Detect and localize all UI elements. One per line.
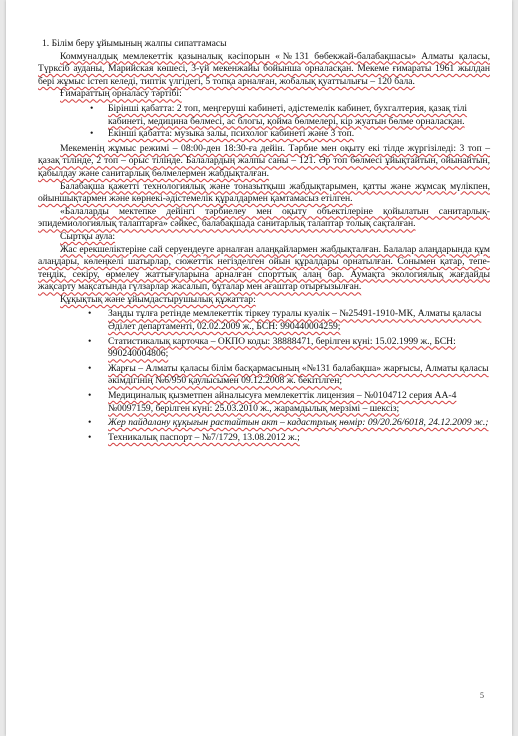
intro-text: Коммуналдық мемлекеттік қазыналық кәсіпорын «№131 бөбекжай-балабақшасы» Алматы қаласы, Түрксіб ауданы, Марийская көшесі, 3-үй мекенжайы бойынша орналасқан. Мекеме ғимараты 1961 жылдан бері жұмыс істеп келеді, типтік үлгідегі, 5 топқа арналған, жобалық қуаттылығы – 120 бала. [38, 50, 490, 87]
outdoor-text: Жас ерекшеліктеріне сай серуендеуге арналған алаңқайлармен жабдықталған. Балалар алаңдарында құм алаңдары, көлеңкелі шатырлар, сюжеттік негізделген ойын құралдары орнатылған. Сонымен қатар, тепе-теңдік, секіру, өрмелеу жаттығуларына арналған спорттық алаң бар. Аумақта экологиялық жағдайды жақсарту мақсатында гүлзарлар жасалып, бұталар мен ағаштар отырғызылған. [38, 243, 490, 293]
document-6-text: Техникалық паспорт – №7/1729, 13.08.2012 ж.; [108, 431, 300, 443]
document-page [6, 0, 512, 736]
document-5-text: Жер пайдалану құқығын растайтын акт – кадастрлық нөмір: 09/20.26/6018, 24.12.2009 ж.; [108, 417, 489, 429]
bullet-icon: • [88, 308, 92, 320]
sanitary-text: «Балаларды мектепке дейінгі тәрбиелеу мен оқыту объектілеріне қойылатын санитарлық-эпидемиологиялық талаптарға» сәйкес, балабақшада санитарлық талаптар толық сақталған. [38, 205, 490, 230]
sanitary-paragraph [38, 206, 490, 231]
list-item [38, 363, 490, 388]
document-body [38, 38, 490, 446]
layout-title [38, 88, 490, 101]
bullet-icon: • [88, 417, 92, 429]
bullet-icon: • [88, 431, 92, 443]
equipment-text: Балабақша қажетті технологиялық және тоназытқыш жабдықтарымен, қатты және жұмсақ мүлікпен, ойыншықтармен және көрнекі-әдістемелік құралдармен қамтамасыз етілген. [38, 180, 490, 205]
list-item [38, 308, 490, 333]
documents-list [38, 308, 490, 444]
docs-title [38, 294, 490, 307]
list-item [38, 432, 490, 445]
outdoor-title-text: Сыртқы аула: [60, 230, 116, 242]
intro-paragraph [38, 51, 490, 89]
document-2-text: Статистикалық карточка – ОКПО коды: 38888471, берілген күні: 15.02.1999 ж., БСН: 990240004806; [108, 335, 456, 360]
outdoor-paragraph [38, 244, 490, 294]
bullet-icon: • [90, 128, 94, 140]
bullet-icon: • [88, 335, 92, 347]
equipment-paragraph [38, 181, 490, 206]
document-3-text: Жарғы – Алматы қаласы білім басқармасының «№131 балабақша» жарғысы, Алматы қаласы әкімдігінің №6/950 қаулысымен 09.12.2008 ж. бекітілген; [108, 362, 489, 387]
list-item [38, 128, 490, 141]
bullet-icon: • [88, 362, 92, 374]
outdoor-title [38, 231, 490, 244]
list-item [38, 390, 490, 415]
list-item [38, 103, 490, 128]
document-1-text: Заңды тұлға ретінде мемлекеттік тіркеу туралы куәлік – №25491-1910-МК, Алматы қаласы Әділет департаменті, 02.02.2009 ж., БСН: 990440004259; [108, 308, 482, 333]
floors-list [38, 103, 490, 141]
section-heading [38, 38, 490, 51]
bullet-icon: • [88, 390, 92, 402]
list-item [38, 336, 490, 361]
docs-title-text: Құқықтық және ұйымдастырушылық құжаттар: [60, 293, 256, 305]
list-item [38, 417, 490, 430]
layout-title-text: Ғимараттың орналасу тәртібі: [60, 88, 182, 100]
schedule-text: Мекеменің жұмыс режимі – 08:00-ден 18:30-ға дейін. Тәрбие мен оқыту екі тілде жүргізіледі: 3 топ – қазақ тілінде, 2 топ – орыс тілінде. Балалардың жалпы саны – 121. Әр топ бөлмесі ұйықтайтын, ойынайтын, қабылдау және санитарлық бөлмелермен жабдықталған. [38, 142, 490, 179]
bullet-icon: • [90, 102, 94, 114]
floor-1-text: Бірінші қабатта: 2 топ, меңгерушi кабинеті, әдістемелік кабинет, бухгалтерия, қазақ тілі кабинеті, медицина бөлмесі, ас блогы, қойма бөлмелері, кір жуатын бөлме орналасқан. [108, 102, 468, 127]
schedule-paragraph [38, 143, 490, 181]
document-4-text: Медициналық қызметпен айналысуға мемлекеттік лицензия – №0104712 серия АА-4 №0097159, берілген күні: 25.03.2010 ж., жарамдылық мерзімі – шексіз; [108, 390, 457, 414]
page-number: 5 [480, 691, 484, 700]
section-heading-text: 1. Білім беру ұйымының жалпы сипаттамасы [42, 38, 227, 49]
floor-2-text: Екінші қабатта: музыка залы, психолог кабинеті және 3 топ. [108, 128, 355, 140]
